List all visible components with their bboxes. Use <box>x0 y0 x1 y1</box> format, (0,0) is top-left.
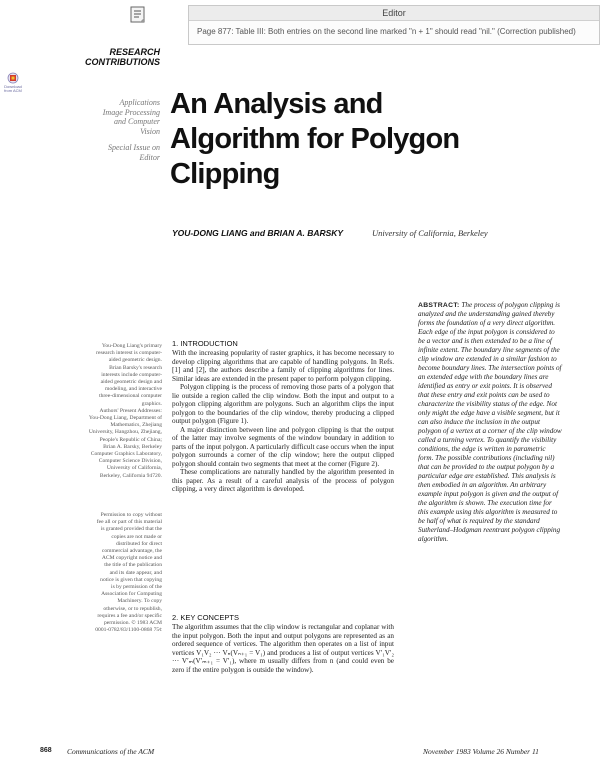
text-line: aided geometric design and <box>100 379 162 386</box>
text-line: permission. © 1983 ACM <box>103 620 162 627</box>
text-line: is by permission of the <box>111 584 162 591</box>
department-line: Applications <box>119 98 160 107</box>
text-line: notice is given that copying <box>100 576 162 583</box>
text-line: three-dimensional computer <box>99 393 162 400</box>
paragraph: The algorithm assumes that the clip window is rectangular and coplanar with the input polygon. Both the input and output polygons are represented as an ordered sequence of vertices. The algorithm then operates on a list of input vertices V₁V₂ ··· Vₙ(Vₙ₊₁ = V₁) and produces a list of output vertices V′₁V′₂ ··· V′ₘ(V′ₘ₊₁ = V′₁), where m usually differs from n (and could even be zero if the entire polygon is outside the window). <box>172 623 394 674</box>
text-line: distributed for direct <box>116 540 162 547</box>
paragraph: Polygon clipping is the process of removing those parts of a polygon that lie outside a region called the clip window. Both the input and output to a polygon clipping algorithm are polygons. Such an algorithm clips the input polygon to the boundaries of the clip window, thereby producing a clipped output polygon (Figure 1). <box>172 383 394 425</box>
title-line: An Analysis and <box>170 88 383 120</box>
abstract-label: ABSTRACT: <box>418 302 460 309</box>
editor-comment-text: Page 877: Table III: Both entries on the second line marked "n + 1" should read "nil." (Correction published) <box>197 27 576 36</box>
article-title <box>170 87 550 192</box>
text-line: Permission to copy without <box>100 512 162 518</box>
abstract <box>418 301 562 544</box>
title-line: Clipping <box>170 158 280 190</box>
text-line: research interest is computer- <box>96 350 162 357</box>
department-line: Image Processing <box>102 107 160 117</box>
paragraph: A major distinction between line and polygon clipping is that the output of the latter may involve segments of the window boundary in addition to parts of the input polygon. A particularly difficult case occurs when the input polygon surrounds a corner of the clip window; here the output clipped polygon should contain two segments that meet at the corner (Figure 2). <box>172 425 394 468</box>
text-line: Machinery. To copy <box>117 598 162 605</box>
paragraph: With the increasing popularity of raster graphics, it has become necessary to develop clipping algorithms that are capable of handling polygons. In Refs. [1] and [2], the authors describe a family of clipping algorithms for lines. Similar ideas are extended in the present paper to perform polygon clipping. <box>172 349 394 383</box>
section-label-line: CONTRIBUTIONS <box>85 57 160 67</box>
text-line: commercial advantage, the <box>101 548 162 555</box>
text-line: and its date appear, and <box>109 569 162 576</box>
section-heading: 2. KEY CONCEPTS <box>172 613 239 622</box>
text-line: 0001-0782/83/1100-0868 75¢ <box>95 627 162 634</box>
department-line: and Computer <box>114 117 160 126</box>
text-line: Berkeley, California 94720. <box>99 472 162 479</box>
editor-comment-popup[interactable] <box>188 5 600 45</box>
abstract-text: The process of polygon clipping is analyzed and the understanding gained thereby forms the foundation of a very direct algorithm. Each edge of the input polygon is considered to be a vector and is then extended to be a line of infinite extent. The boundary line segments of the clip window are extended in a similar fashion to become boundary lines. The intersection points of an extended edge with the boundary lines are identified as entry or exit points. It is observed that these entry and exit points can be used to characterize the visibility status of the edge. Not only might the edge have a visible segment, but it can also induce the inclusion in the output polygon of a vertex at a corner of the clip window called a turning vertex. To quantify the visibility conditions, the edge is written in parametric form. The possible contributions (including nil) that can be provided to the output polygon by a particular edge are established. This analysis is then embodied in an algorithm. An arbitrary example input polygon is given and the output of the algorithm is shown. The execution time for this example using this algorithm is measured to be half of what is required by the standard Sutherland–Hodgman reentrant polygon clipping algorithm. <box>418 301 562 543</box>
paragraph: These complications are naturally handled by the algorithm presented in this paper. As a result of a careful analysis of the process of polygon clipping, a very direct algorithm is developed. <box>172 468 394 493</box>
section-label <box>62 47 160 67</box>
text-line: is granted provided that the <box>100 526 162 533</box>
text-line: Computer Science Division, <box>98 458 162 465</box>
badge-label: Download from ACM <box>4 84 22 93</box>
department-label <box>62 98 160 136</box>
issue-info: November 1983 Volume 26 Number 11 <box>423 747 539 756</box>
author-bio <box>62 343 162 480</box>
section-body <box>172 623 394 723</box>
section-label-line: RESEARCH <box>109 47 160 57</box>
text-line: fee all or part of this material <box>96 519 162 526</box>
text-line: People's Republic of China; <box>99 436 162 443</box>
section-body <box>172 349 394 597</box>
text-line: aided geometric design. <box>108 357 162 364</box>
author-names: YOU-DONG LIANG and BRIAN A. BARSKY <box>172 228 344 238</box>
section-heading: 1. INTRODUCTION <box>172 339 238 348</box>
text-line: requires a fee and/or specific <box>97 612 162 619</box>
editor-popup-header[interactable]: Editor <box>189 6 599 21</box>
department-line: Special Issue on <box>108 143 160 152</box>
text-line: Association for Computing <box>101 591 162 598</box>
text-line: Authors' Present Addresses: <box>99 407 162 414</box>
text-line: ACM copyright notice and <box>101 555 162 562</box>
department-line: Editor <box>139 152 160 162</box>
text-line: Brian Barsky's research <box>109 364 162 371</box>
text-line: copies are not made or <box>111 533 162 540</box>
text-line: interests include computer- <box>101 371 162 378</box>
text-line: Brian A. Barsky, Berkeley <box>103 443 162 450</box>
title-line: Algorithm for Polygon <box>170 123 460 155</box>
document-badge-icon[interactable] <box>3 72 23 96</box>
text-line: Computer Graphics Laboratory, <box>90 451 162 458</box>
text-line: University, Hangzhou, Zhejiang, <box>88 429 162 436</box>
text-line: otherwise, or to republish, <box>103 605 162 612</box>
text-line: modeling, and interactive <box>104 386 162 393</box>
special-issue-label <box>62 143 160 162</box>
text-line: graphics. <box>141 400 162 407</box>
note-icon[interactable] <box>128 5 148 25</box>
text-line: You-Dong Liang, Department of <box>88 415 162 422</box>
text-line: University of California, <box>106 465 162 472</box>
journal-name: Communications of the ACM <box>67 747 155 756</box>
author-affiliation: University of California, Berkeley <box>372 228 488 238</box>
text-line: You-Dong Liang's primary <box>101 343 162 349</box>
text-line: Mathematics, Zhejiang <box>110 422 162 429</box>
page-number: 868 <box>40 747 52 754</box>
copyright-permission-notice <box>62 512 162 634</box>
text-line: the title of the publication <box>104 562 162 569</box>
department-line: Vision <box>140 126 160 136</box>
